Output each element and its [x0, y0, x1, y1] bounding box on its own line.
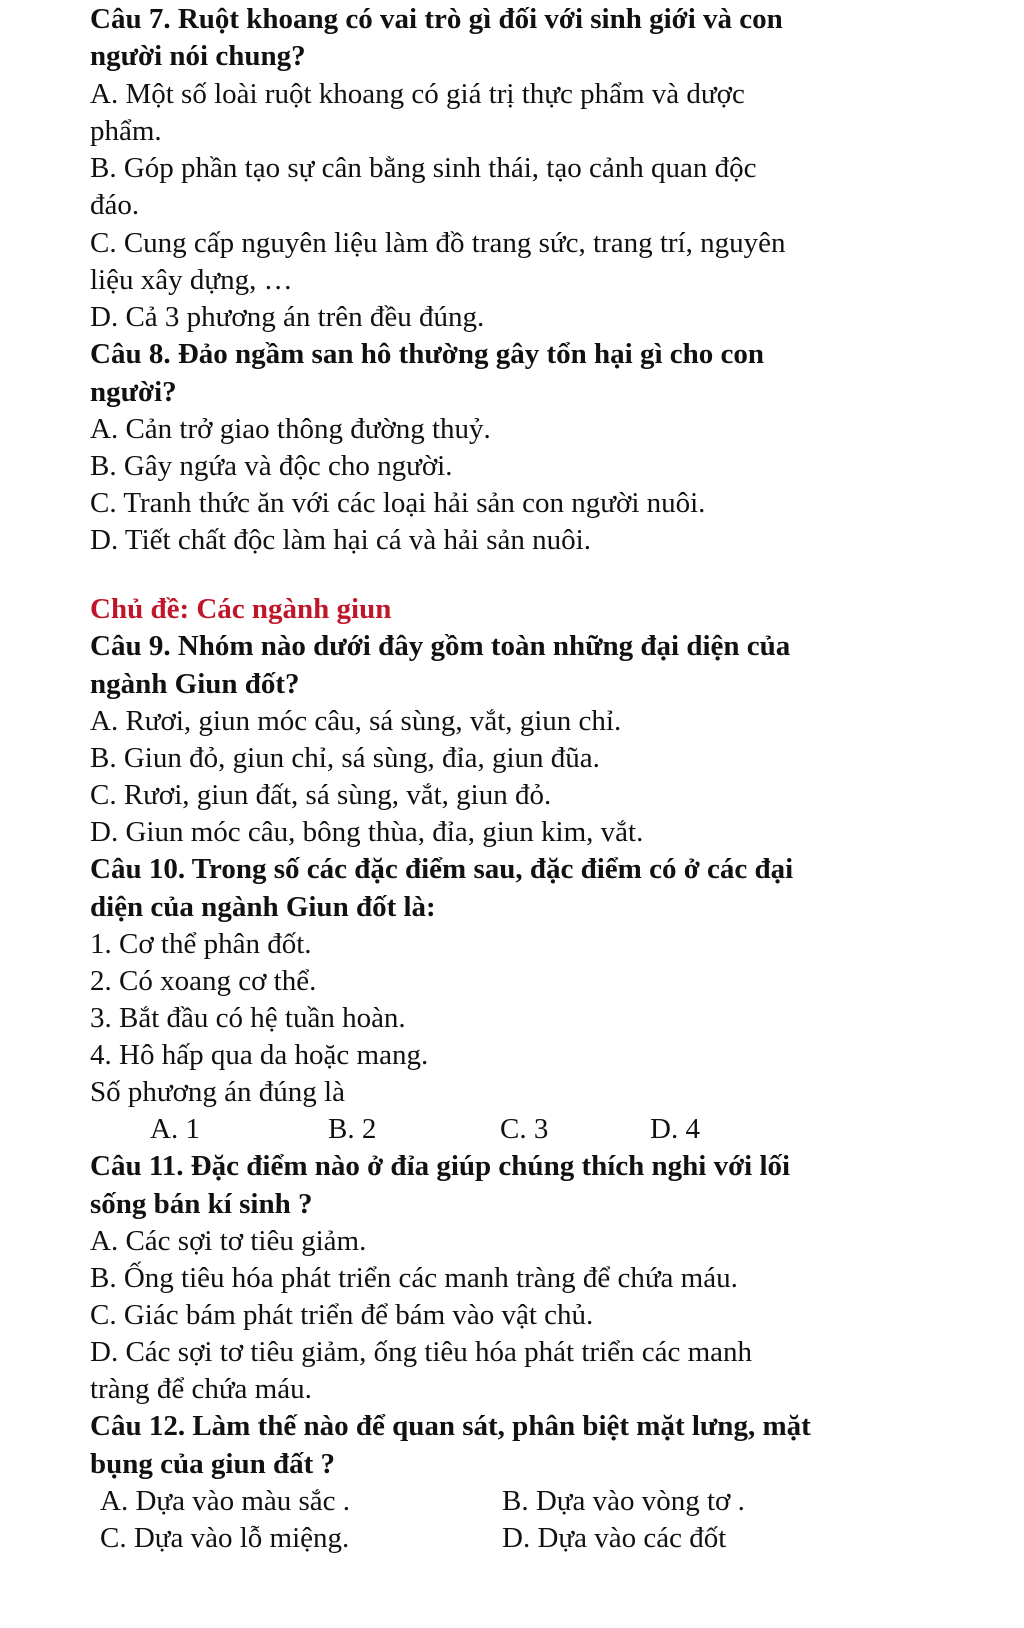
topic-heading: Chủ đề: Các ngành giun: [90, 593, 392, 625]
q10-statement-1: 1. Cơ thể phân đốt.: [90, 928, 312, 960]
q12-option-a: A. Dựa vào màu sắc .: [100, 1485, 351, 1517]
q10-option-a: A. 1: [150, 1113, 200, 1145]
q11-option-a: A. Các sợi tơ tiêu giảm.: [90, 1225, 367, 1257]
q7-option-b-line1: B. Góp phần tạo sự cân bằng sinh thái, tạo cảnh quan độc: [90, 152, 757, 184]
q8-option-a: A. Cản trở giao thông đường thuỷ.: [90, 413, 491, 445]
q8-option-c: C. Tranh thức ăn với các loại hải sản con người nuôi.: [90, 487, 706, 519]
q12-option-d: D. Dựa vào các đốt: [502, 1522, 727, 1554]
q8-option-d: D. Tiết chất độc làm hại cá và hải sản nuôi.: [90, 524, 591, 556]
q11-title-line1: Câu 11. Đặc điểm nào ở đỉa giúp chúng thích nghi với lối: [90, 1150, 791, 1182]
q11-option-b: B. Ống tiêu hóa phát triển các manh tràng để chứa máu.: [90, 1262, 738, 1294]
q10-prompt: Số phương án đúng là: [90, 1076, 345, 1108]
q7-option-b-line2: đáo.: [90, 189, 140, 221]
q10-option-b: B. 2: [328, 1113, 377, 1145]
q7-title-line2: người nói chung?: [90, 40, 306, 72]
q7-option-d: D. Cả 3 phương án trên đều đúng.: [90, 301, 485, 333]
q9-title-line1: Câu 9. Nhóm nào dưới đây gồm toàn những đại diện của: [90, 630, 791, 662]
q10-title-line1: Câu 10. Trong số các đặc điểm sau, đặc điểm có ở các đại: [90, 853, 794, 885]
q10-statement-3: 3. Bắt đầu có hệ tuần hoàn.: [90, 1002, 406, 1034]
q7-option-a-line2: phẩm.: [90, 115, 162, 147]
q10-option-d: D. 4: [650, 1113, 700, 1145]
q10-statement-2: 2. Có xoang cơ thể.: [90, 965, 317, 997]
q9-option-c: C. Rươi, giun đất, sá sùng, vắt, giun đỏ.: [90, 779, 552, 811]
q8-title-line1: Câu 8. Đảo ngầm san hô thường gây tổn hại gì cho con: [90, 338, 764, 370]
q9-option-b: B. Giun đỏ, giun chỉ, sá sùng, đỉa, giun đũa.: [90, 742, 600, 774]
q9-title-line2: ngành Giun đốt?: [90, 668, 300, 700]
q12-title-line2: bụng của giun đất ?: [90, 1448, 335, 1480]
q11-title-line2: sống bán kí sinh ?: [90, 1188, 313, 1220]
q10-title-line2: diện của ngành Giun đốt là:: [90, 891, 436, 923]
q9-option-a: A. Rươi, giun móc câu, sá sùng, vắt, giun chỉ.: [90, 705, 622, 737]
q11-option-d-line1: D. Các sợi tơ tiêu giảm, ống tiêu hóa phát triển các manh: [90, 1336, 753, 1368]
q9-option-d: D. Giun móc câu, bông thùa, đỉa, giun kim, vắt.: [90, 816, 644, 848]
q12-option-b: B. Dựa vào vòng tơ .: [502, 1485, 745, 1517]
q7-title-line1: Câu 7. Ruột khoang có vai trò gì đối với sinh giới và con: [90, 3, 783, 35]
q10-statement-4: 4. Hô hấp qua da hoặc mang.: [90, 1039, 429, 1071]
q10-option-c: C. 3: [500, 1113, 549, 1145]
q7-option-a-line1: A. Một số loài ruột khoang có giá trị thực phẩm và dược: [90, 78, 745, 110]
q12-option-c: C. Dựa vào lỗ miệng.: [100, 1522, 350, 1554]
q8-title-line2: người?: [90, 376, 177, 408]
q11-option-c: C. Giác bám phát triển để bám vào vật chủ.: [90, 1299, 594, 1331]
q11-option-d-line2: tràng để chứa máu.: [90, 1373, 312, 1405]
q7-option-c-line2: liệu xây dựng, …: [90, 264, 293, 296]
q7-option-c-line1: C. Cung cấp nguyên liệu làm đồ trang sức, trang trí, nguyên: [90, 227, 786, 259]
q8-option-b: B. Gây ngứa và độc cho người.: [90, 450, 453, 482]
q12-title-line1: Câu 12. Làm thế nào để quan sát, phân biệt mặt lưng, mặt: [90, 1410, 811, 1442]
